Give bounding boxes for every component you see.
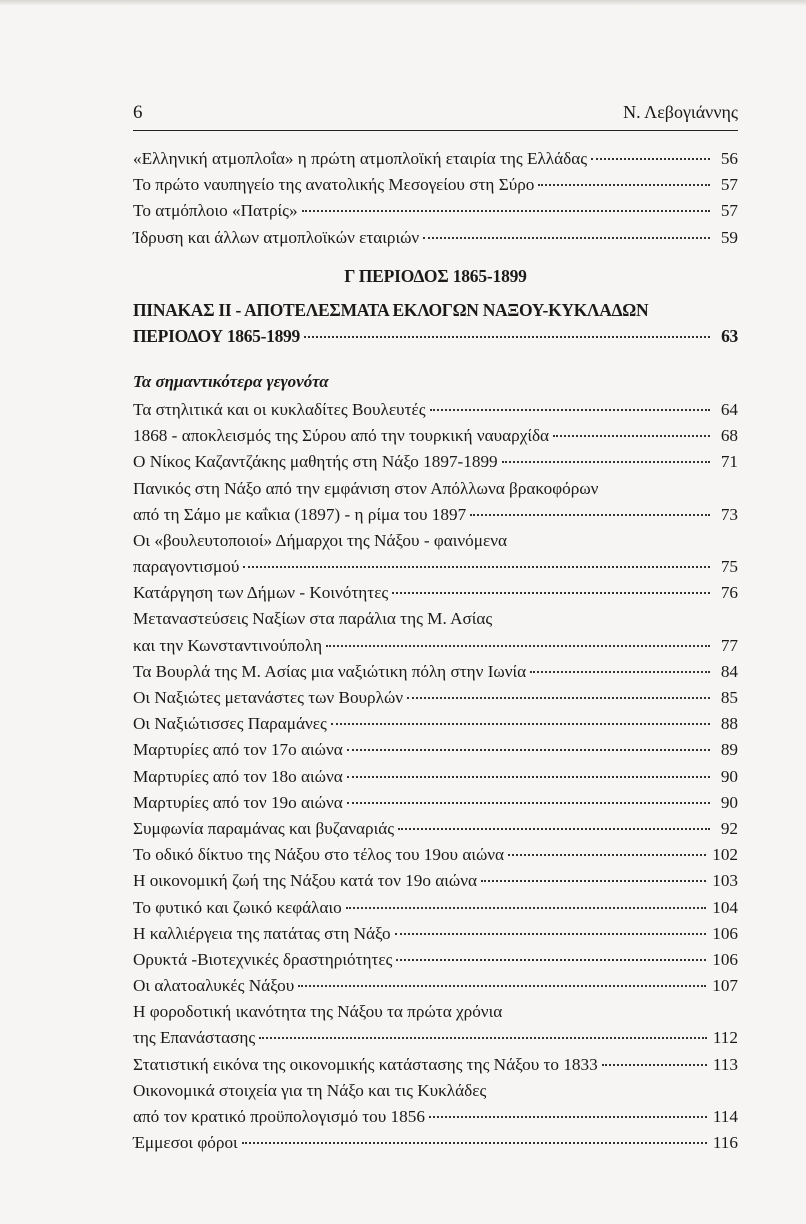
toc-entry-page: 56 xyxy=(720,149,738,168)
toc-entry xyxy=(133,397,738,423)
toc-entry-page: 90 xyxy=(720,766,738,786)
toc-entry-page: 107 xyxy=(712,976,738,996)
toc-entry-first-line xyxy=(133,1078,738,1104)
toc-entry xyxy=(133,790,738,816)
leader-dots xyxy=(392,592,710,594)
toc-entry-title: Οι Ναξιώτες μετανάστες των Βουρλών xyxy=(133,688,404,707)
toc-entry xyxy=(133,449,738,475)
toc-entry-title: Τα Βουρλά της Μ. Ασίας μια ναξιώτικη πόλη στην Ιωνία xyxy=(133,661,527,681)
leader-dots xyxy=(346,907,706,909)
toc-entry-page: 76 xyxy=(720,583,738,603)
toc-entry-page: 106 xyxy=(712,923,738,943)
leader-dots xyxy=(243,566,710,568)
toc-entry-title-first: Η φοροδοτική ικανότητα της Νάξου τα πρώτα χρόνια xyxy=(133,1002,503,1022)
toc-entry xyxy=(133,580,738,606)
leader-dots xyxy=(398,828,710,830)
toc-entry-title: Ο Νίκος Καζαντζάκης μαθητής στη Νάξο 1897-1899 xyxy=(133,452,498,472)
toc-entry-page: 112 xyxy=(712,1028,738,1048)
leader-dots xyxy=(430,409,711,411)
page-number: 6 xyxy=(133,102,143,123)
toc-entry-title-first: Μεταναστεύσεις Ναξίων στα παράλια της Μ. Ασίας xyxy=(133,609,493,629)
toc-entry-title: Μαρτυρίες από τον 18ο αιώνα xyxy=(133,766,343,786)
toc-entry xyxy=(133,868,738,894)
toc-entry xyxy=(133,895,738,921)
toc-entry-title: παραγοντισμού xyxy=(133,557,240,577)
leader-dots xyxy=(508,854,706,856)
leader-dots xyxy=(502,461,710,463)
toc-entry-first-line xyxy=(133,528,738,554)
toc-entry-page: 77 xyxy=(720,635,738,655)
toc-entry xyxy=(133,973,738,999)
toc-entry-page: 88 xyxy=(720,714,738,734)
table-entry xyxy=(133,323,738,349)
leader-dots xyxy=(423,237,710,239)
toc-entry-title: «Ελληνική ατμοπλοΐα» η πρώτη ατμοπλοϊκή εταιρία της Ελλάδας xyxy=(133,149,588,168)
toc-entry-title: Μαρτυρίες από τον 17ο αιώνα xyxy=(133,740,343,760)
toc-entry-title: 1868 - αποκλεισμός της Σύρου από την τουρκική ναυαρχίδα xyxy=(133,426,550,446)
toc-entry-page: 113 xyxy=(712,1054,738,1074)
toc-entry-page: 73 xyxy=(720,504,738,524)
toc-entry xyxy=(133,764,738,790)
toc-entry xyxy=(133,947,738,973)
toc-entry xyxy=(133,554,738,580)
toc-entry-title: Έμμεσοι φόροι xyxy=(133,1133,238,1153)
toc-entry-title: Το φυτικό και ζωικό κεφάλαιο xyxy=(133,897,342,917)
table-entry-line1: ΠΙΝΑΚΑΣ ΙΙ - ΑΠΟΤΕΛΕΣΜΑΤΑ ΕΚΛΟΓΩΝ ΝΑΞΟΥ-ΚΥΚΛΑΔΩΝ xyxy=(133,299,649,320)
toc-entry xyxy=(133,198,738,224)
toc-entry xyxy=(133,146,738,172)
toc-entry-title: Το πρώτο ναυπηγείο της ανατολικής Μεσογείου στη Σύρο xyxy=(133,175,535,195)
toc-entry-title: Οι αλατοαλυκές Νάξου xyxy=(133,976,295,996)
section-heading: Τα σημαντικότερα γεγονότα xyxy=(133,371,329,391)
toc-entry-title: της Επανάστασης xyxy=(133,1028,256,1048)
toc-entry-title: Το οδικό δίκτυο της Νάξου στο τέλος του 19ου αιώνα xyxy=(133,845,505,865)
toc-entry-title: Οι Ναξιώτισσες Παραμάνες xyxy=(133,714,327,734)
table-entry-page: 63 xyxy=(721,325,738,346)
table-of-contents xyxy=(133,146,738,1156)
toc-entry-page: 90 xyxy=(720,792,738,812)
entries-list xyxy=(133,397,738,1156)
toc-entry-title: Κατάργηση των Δήμων - Κοινότητες xyxy=(133,583,389,603)
toc-entry-page: 59 xyxy=(720,227,738,247)
toc-entry-page: 106 xyxy=(712,949,738,969)
toc-entry xyxy=(133,633,738,659)
toc-entry-page: 68 xyxy=(720,426,738,446)
toc-entry-title: από τη Σάμο με καΐκια (1897) - η ρίμα του 1897 xyxy=(133,504,467,524)
toc-entry xyxy=(133,659,738,685)
toc-entry xyxy=(133,1104,738,1130)
toc-entry-title: Τα στηλιτικά και οι κυκλαδίτες Βουλευτές xyxy=(133,399,426,419)
toc-entry-page: 92 xyxy=(720,818,738,838)
toc-entry-title: Το ατμόπλοιο «Πατρίς» xyxy=(133,201,298,221)
toc-entry-page: 71 xyxy=(720,452,738,472)
toc-entry-title: από τον κρατικό προϋπολογισμό του 1856 xyxy=(133,1107,425,1126)
toc-entry xyxy=(133,685,738,711)
leader-dots xyxy=(326,645,710,647)
toc-entry xyxy=(133,711,738,737)
toc-entry-title: Μαρτυρίες από τον 19ο αιώνα xyxy=(133,792,343,812)
page-edge xyxy=(0,0,806,6)
period-heading: Γ ΠΕΡΙΟΔΟΣ 1865-1899 xyxy=(344,265,527,286)
leader-dots xyxy=(481,880,706,882)
toc-entry-page: 57 xyxy=(720,201,738,221)
leader-dots xyxy=(396,959,706,961)
leader-dots xyxy=(298,985,706,987)
toc-entry-first-line xyxy=(133,606,738,632)
toc-entry xyxy=(133,816,738,842)
toc-entry-first-line xyxy=(133,999,738,1025)
running-head-author: Ν. Λεβογιάννης xyxy=(623,102,738,122)
toc-entry xyxy=(133,1025,738,1051)
toc-entry xyxy=(133,423,738,449)
top-entries-list xyxy=(133,146,738,251)
toc-entry-title-first: Οι «βουλευτοποιοί» Δήμαρχοι της Νάξου - φαινόμενα xyxy=(133,530,507,550)
leader-dots xyxy=(407,697,710,699)
toc-entry xyxy=(133,921,738,947)
toc-entry xyxy=(133,225,738,251)
toc-entry-page: 57 xyxy=(720,175,738,195)
toc-entry xyxy=(133,172,738,198)
toc-entry-page: 102 xyxy=(712,845,738,865)
toc-entry-title: Η οικονομική ζωή της Νάξου κατά τον 19ο αιώνα xyxy=(133,871,477,891)
toc-entry-page: 75 xyxy=(720,557,738,577)
leader-dots xyxy=(304,336,710,338)
toc-entry-page: 103 xyxy=(712,871,738,891)
leader-dots xyxy=(347,776,710,778)
toc-entry-title: Συμφωνία παραμάνας και βυζαναριάς xyxy=(133,818,395,838)
toc-entry-title-first: Πανικός στη Νάξο από την εμφάνιση στον Απόλλωνα βρακοφόρων xyxy=(133,478,599,498)
toc-entry-title: Ίδρυση και άλλων ατμοπλοϊκών εταιριών xyxy=(133,227,420,247)
toc-entry-page: 116 xyxy=(712,1133,738,1153)
toc-entry-title: Η καλλιέργεια της πατάτας στη Νάξο xyxy=(133,923,391,943)
table-entry-line2: ΠΕΡΙΟΔΟΥ 1865-1899 xyxy=(133,325,300,346)
leader-dots xyxy=(242,1142,707,1144)
leader-dots xyxy=(429,1116,707,1118)
toc-entry-title-first: Οικονομικά στοιχεία για τη Νάξο και τις Κυκλάδες xyxy=(133,1080,487,1100)
toc-entry-page: 104 xyxy=(712,897,738,917)
leader-dots xyxy=(553,435,710,437)
toc-entry-page: 64 xyxy=(720,399,738,419)
leader-dots xyxy=(347,802,710,804)
leader-dots xyxy=(302,210,710,212)
toc-entry-page: 114 xyxy=(712,1107,738,1126)
toc-entry xyxy=(133,1130,738,1156)
toc-entry-title: Ορυκτά -Βιοτεχνικές δραστηριότητες xyxy=(133,949,393,969)
leader-dots xyxy=(395,933,707,935)
toc-entry xyxy=(133,502,738,528)
toc-entry-page: 85 xyxy=(720,688,738,707)
leader-dots xyxy=(538,184,710,186)
leader-dots xyxy=(347,749,710,751)
toc-entry-first-line xyxy=(133,476,738,502)
leader-dots xyxy=(259,1037,707,1039)
toc-entry xyxy=(133,1052,738,1078)
leader-dots xyxy=(591,158,710,160)
toc-entry-title: Στατιστική εικόνα της οικονομικής κατάστασης της Νάξου το 1833 xyxy=(133,1054,598,1074)
leader-dots xyxy=(602,1064,707,1066)
running-head xyxy=(133,100,738,131)
toc-entry xyxy=(133,737,738,763)
toc-entry-title: και την Κωνσταντινούπολη xyxy=(133,635,323,655)
toc-entry-page: 89 xyxy=(720,740,738,760)
leader-dots xyxy=(530,671,710,673)
leader-dots xyxy=(331,723,710,725)
toc-entry xyxy=(133,842,738,868)
leader-dots xyxy=(470,514,710,516)
toc-entry-page: 84 xyxy=(720,661,738,681)
